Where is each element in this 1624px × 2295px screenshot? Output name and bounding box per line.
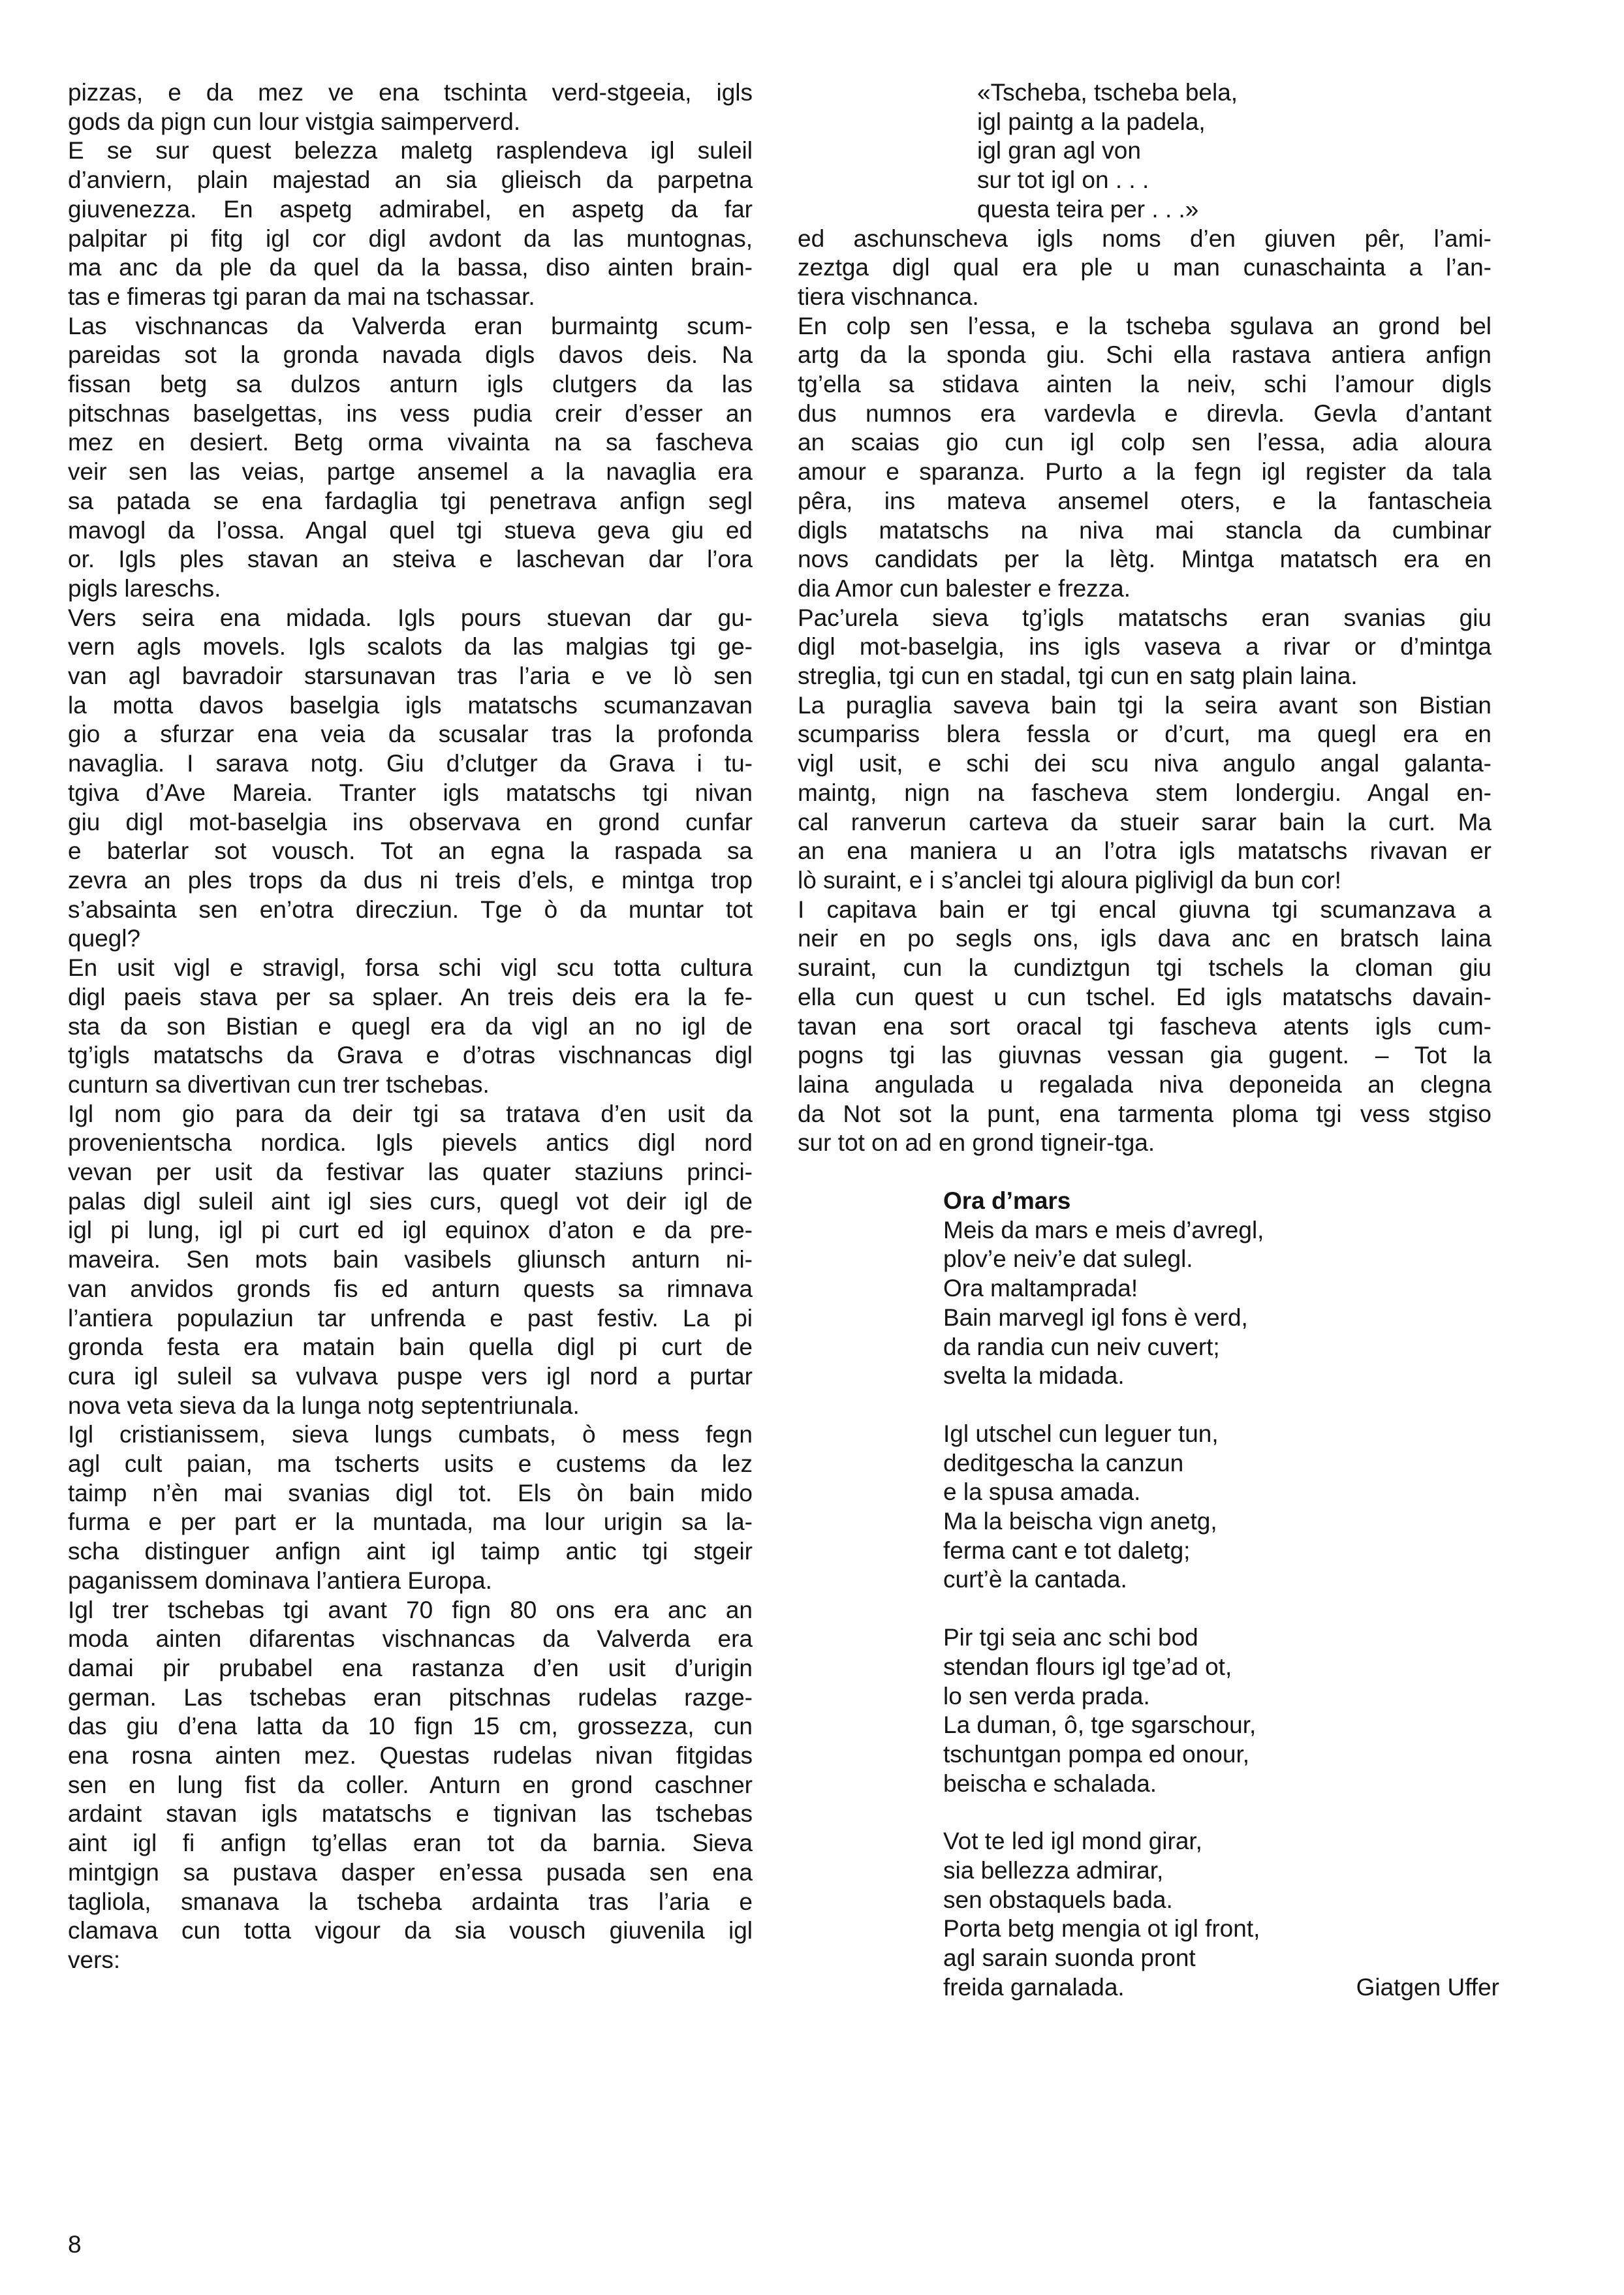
poem-line: Ora maltamprada! [943,1275,1138,1302]
poem-line: Ma la beischa vign anetg, [943,1508,1217,1535]
left-column-line: pizzas, e da mez ve ena tschinta verd-stgeeia, igls [68,79,753,106]
left-column-line: furma e per part er la muntada, ma lour urigin sa la- [68,1508,753,1536]
poem-line: freida garnalada. [943,1973,1125,2001]
left-column-line: fissan betg sa dulzos anturn igls clutgers da las [68,371,753,398]
quote-line: sur tot igl on . . . [977,166,1149,194]
right-prose-line: tavan ena sort oracal tgi fascheva atents igls cum- [798,1012,1491,1040]
left-column-line: das giu d’ena latta da 10 fign 15 cm, grossezza, cun [68,1713,753,1740]
right-prose-line: novs candidats per la lètg. Mintga matatsch era en [798,546,1491,573]
left-column-line: ardaint stavan igls matatschs e tignivan las tschebas [68,1800,753,1828]
left-column-line: maveira. Sen mots bain vasibels gliunsch anturn ni- [68,1246,753,1273]
poem-line: Vot te led igl mond girar, [943,1828,1202,1855]
left-column-line: provenientscha nordica. Igls pievels antics digl nord [68,1129,753,1157]
left-column-line: vers: [68,1946,121,1973]
right-prose-line: I capitava bain er tgi encal giuvna tgi scumanzava a [798,896,1491,923]
left-column-line: zevra an ples trops da dus ni treis d’els, e mintga trop [68,866,753,894]
left-column-line: la motta davos baselgia igls matatschs scumanzavan [68,691,753,719]
left-column-line: vevan per usit da festivar las quater staziuns princi- [68,1159,753,1186]
right-prose-line: cal ranverun carteva da stueir sarar bain la curt. Ma [798,808,1491,835]
left-column-line: aint igl fi anfign tg’ellas eran tot da barnia. Sieva [68,1830,753,1857]
right-prose-line: pêra, ins mateva ansemel oters, e la fantascheia [798,487,1491,514]
left-column-line: navaglia. I sarava notg. Giu d’clutger da Grava i tu- [68,750,753,777]
left-column-line: van anvidos gronds fis ed anturn quests sa rimnava [68,1275,753,1302]
left-column-line: or. Igls ples stavan an steiva e laschevan dar l’ora [68,546,753,573]
poem-line: beischa e schalada. [943,1770,1157,1797]
left-column-line: palas digl suleil aint igl sies curs, quegl vot deir igl de [68,1187,753,1215]
left-column-line: agl cult paian, ma tscherts usits e custems da lez [68,1450,753,1478]
poem-line: plov’e neiv’e dat sulegl. [943,1245,1193,1273]
right-prose-line: tiera vischnanca. [798,283,979,310]
left-column [68,78,753,1975]
poem-line: Pir tgi seia anc schi bod [943,1624,1198,1651]
right-prose-line: streglia, tgi cun en stadal, tgi cun en satg plain laina. [798,663,1358,690]
right-prose-line: ed aschunscheva igls noms d’en giuven pêr, l’ami- [798,225,1491,252]
left-column-line: sa patada se ena fardaglia tgi penetrava anfign segl [68,487,753,514]
right-prose-line: an ena maniera u an l’otra igls matatschs rivavan er [798,837,1491,865]
left-column-line: van agl bavradoir starsunavan tras l’aria e ve lò sen [68,663,753,690]
right-prose-line: pogns tgi las giuvnas vessan gia gugent. – Tot la [798,1042,1491,1069]
left-column-line: sta da son Bistian e quegl era da vigl an no igl de [68,1012,753,1040]
poem-stanza [943,1420,1491,1595]
left-column-line: e baterlar sot vousch. Tot an egna la raspada sa [68,837,753,865]
poem-line: Igl utschel cun leguer tun, [943,1420,1219,1447]
left-column-line: paganissem dominava l’antiera Europa. [68,1567,492,1594]
poem-line: tschuntgan pompa ed onour, [943,1740,1250,1768]
poem-line: Meis da mars e meis d’avregl, [943,1216,1264,1243]
left-column-line: gods da pign cun lour vistgia saimperverd. [68,108,521,135]
right-prose-line: digl mot-baselgia, ins igls vaseva a rivar or d’mintga [798,633,1491,661]
left-column-line: tas e fimeras tgi paran da mai na tschassar. [68,283,535,310]
poem-line: deditgescha la canzun [943,1449,1184,1476]
verse-quote [977,78,1491,225]
quote-line: «Tscheba, tscheba bela, [977,79,1238,106]
right-prose-line: maintg, nign na fascheva stem londergiu. Angal en- [798,779,1491,806]
left-column-line: vern agls movels. Igls scalots da las malgias tgi ge- [68,633,753,661]
left-column-line: tagliola, smanava la tscheba ardainta tras l’aria e [68,1888,753,1915]
poem-line: stendan flours igl tge’ad ot, [943,1653,1232,1680]
poem-line: svelta la midada. [943,1362,1125,1390]
quote-line: questa teira per . . .» [977,195,1199,223]
right-prose-line: artg da la sponda giu. Schi ella rastava antiera anfign [798,341,1491,369]
poem-stanza [943,1216,1491,1391]
right-prose-line: sur tot on ad en grond tigneir-tga. [798,1129,1155,1157]
left-column-line: cunturn sa divertivan cun trer tschebas. [68,1070,490,1098]
right-prose [798,225,1491,1159]
left-column-line: gronda festa era matain bain quella digl pi curt de [68,1334,753,1361]
poem-line: ferma cant e tot daletg; [943,1537,1191,1564]
left-column-line: german. Las tschebas eran pitschnas rudelas razge- [68,1683,753,1711]
left-column-line: pareidas sot la gronda navada digls davos deis. Na [68,341,753,369]
poem [943,1187,1499,2003]
left-column-line: giuvenezza. En aspetg admirabel, en aspetg da far [68,195,753,223]
poem-stanza [943,1623,1491,1798]
left-column-line: giu digl mot-baselgia ins observava en grond cunfar [68,808,753,835]
poem-line: agl sarain suonda pront [943,1944,1196,1972]
right-prose-line: scumpariss blera fessla or d’curt, ma quegl era en [798,721,1491,748]
left-column-line: scha distinguer anfign aint igl taimp antic tgi stgeir [68,1538,753,1565]
page-number: 8 [68,2231,82,2258]
quote-line: igl gran agl von [977,137,1141,164]
left-column-line: Vers seira ena midada. Igls pours stuevan dar gu- [68,604,753,631]
poem-stanzas [943,1216,1499,2003]
left-column-line: Las vischnancas da Valverda eran burmaintg scum- [68,312,753,339]
left-column-line: l’antiera populaziun tar unfrenda e past festiv. La pi [68,1304,753,1332]
poem-title: Ora d’mars [943,1187,1071,1215]
right-prose-line: tg’ella sa stidava ainten la neiv, schi l’amour digls [798,371,1491,398]
right-prose-line: suraint, cun la cundiztgun tgi tschels la cloman giu [798,954,1491,982]
left-column-line: palpitar pi fitg igl cor digl avdont da las muntognas, [68,225,753,252]
poem-line: Bain marvegl igl fons è verd, [943,1304,1248,1331]
left-column-line: cura igl suleil sa vulvava puspe vers igl nord a purtar [68,1362,753,1390]
right-prose-line: da Not sot la punt, ena tarmenta ploma tgi vess stgiso [798,1100,1491,1127]
left-column-line: gio a sfurzar ena veia da scusalar tras la profonda [68,721,753,748]
poem-line: Porta betg mengia ot igl front, [943,1915,1260,1943]
right-prose-line: neir en po segls ons, igls dava anc en bratsch laina [798,925,1491,952]
poem-line: da randia cun neiv cuvert; [943,1333,1220,1360]
poem-line: sen obstaquels bada. [943,1886,1173,1913]
poem-stanza [943,1827,1499,2002]
quote-line: igl paintg a la padela, [977,108,1206,135]
left-column-line: d’anviern, plain majestad an sia glieisch da parpetna [68,166,753,194]
right-prose-line: vigl usit, e schi dei scu niva angulo angal galanta- [798,750,1491,777]
left-column-line: veir sen las veias, partge ansemel a la navaglia era [68,458,753,486]
left-column-line: tg’igls matatschs da Grava e d’otras vischnancas digl [68,1042,753,1069]
left-column-line: Igl nom gio para da deir tgi sa tratava d’en usit da [68,1100,753,1127]
left-column-line: taimp n’èn mai svanias digl tot. Els òn bain mido [68,1479,753,1507]
right-prose-line: an scaias gio cun igl colp sen l’essa, adia aloura [798,429,1491,456]
left-column-line: digl paeis stava per sa splaer. An treis deis era la fe- [68,983,753,1010]
left-column-line: mavogl da l’ossa. Angal quel tgi stueva geva giu ed [68,516,753,544]
left-column-line: Igl cristianissem, sieva lungs cumbats, ò mess fegn [68,1421,753,1448]
left-column-line: clamava cun totta vigour da sia vousch giuvenila igl [68,1917,753,1944]
left-column-line: damai pir prubabel ena rastanza d’en usit d’urigin [68,1654,753,1681]
left-column-line: En usit vigl e stravigl, forsa schi vigl scu totta cultura [68,954,753,982]
right-prose-line: En colp sen l’essa, e la tscheba sgulava an grond bel [798,312,1491,339]
left-column-line: tgiva d’Ave Mareia. Tranter igls matatschs tgi nivan [68,779,753,806]
right-column [798,78,1499,2003]
poem-author: Giatgen Uffer [1356,1973,1499,2001]
right-prose-line: laina angulada u regalada niva deponeida an clegna [798,1070,1491,1098]
left-column-line: quegl? [68,925,141,952]
poem-line: e la spusa amada. [943,1478,1141,1506]
left-column-line: E se sur quest belezza maletg rasplendeva igl suleil [68,137,753,164]
left-column-line: igl pi lung, igl pi curt ed igl equinox d’aton e da pre- [68,1217,753,1244]
poem-line: curt’è la cantada. [943,1566,1127,1593]
left-column-line: mez en desiert. Betg orma vivainta na sa fascheva [68,429,753,456]
right-prose-line: amour e sparanza. Purto a la fegn igl register da tala [798,458,1491,486]
right-prose-line: digls matatschs na niva mai stancla da cumbinar [798,516,1491,544]
left-column-line: moda ainten difarentas vischnancas da Valverda era [68,1625,753,1653]
right-prose-line: zeztga digl qual era ple u man cunaschainta a l’an- [798,254,1491,281]
right-prose-line: dus numnos era vardevla e direvla. Gevla d’antant [798,399,1491,427]
left-column-line: pigls lareschs. [68,574,221,602]
right-prose-line: Pac’urela sieva tg’igls matatschs eran svanias giu [798,604,1491,631]
right-prose-line: lò suraint, e i s’anclei tgi aloura piglivigl da bun cor! [798,866,1341,894]
right-prose-line: ella cun quest u cun tschel. Ed igls matatschs davain- [798,983,1491,1010]
right-prose-line: La puraglia saveva bain tgi la seira avant son Bistian [798,691,1491,719]
left-column-line: ma anc da ple da quel da la bassa, diso ainten brain- [68,254,753,281]
left-column-line: Igl trer tschebas tgi avant 70 fign 80 ons era anc an [68,1596,753,1623]
left-column-line: sen en lung fist da coller. Anturn en grond caschner [68,1771,753,1798]
left-column-line: s’absainta sen en’otra direcziun. Tge ò da muntar tot [68,896,753,923]
left-column-line: nova veta sieva da la lunga notg septentriunala. [68,1392,580,1419]
left-column-line: mintgign sa pustava dasper en’essa pusada sen ena [68,1858,753,1886]
poem-line: sia bellezza admirar, [943,1857,1164,1884]
right-prose-line: dia Amor cun balester e frezza. [798,574,1131,602]
poem-line: lo sen verda prada. [943,1682,1150,1710]
poem-line: La duman, ô, tge sgarschour, [943,1711,1257,1739]
left-column-line: ena rosna ainten mez. Questas rudelas nivan fitgidas [68,1742,753,1770]
left-column-line: pitschnas baselgettas, ins vess pudia creir d’esser an [68,399,753,427]
